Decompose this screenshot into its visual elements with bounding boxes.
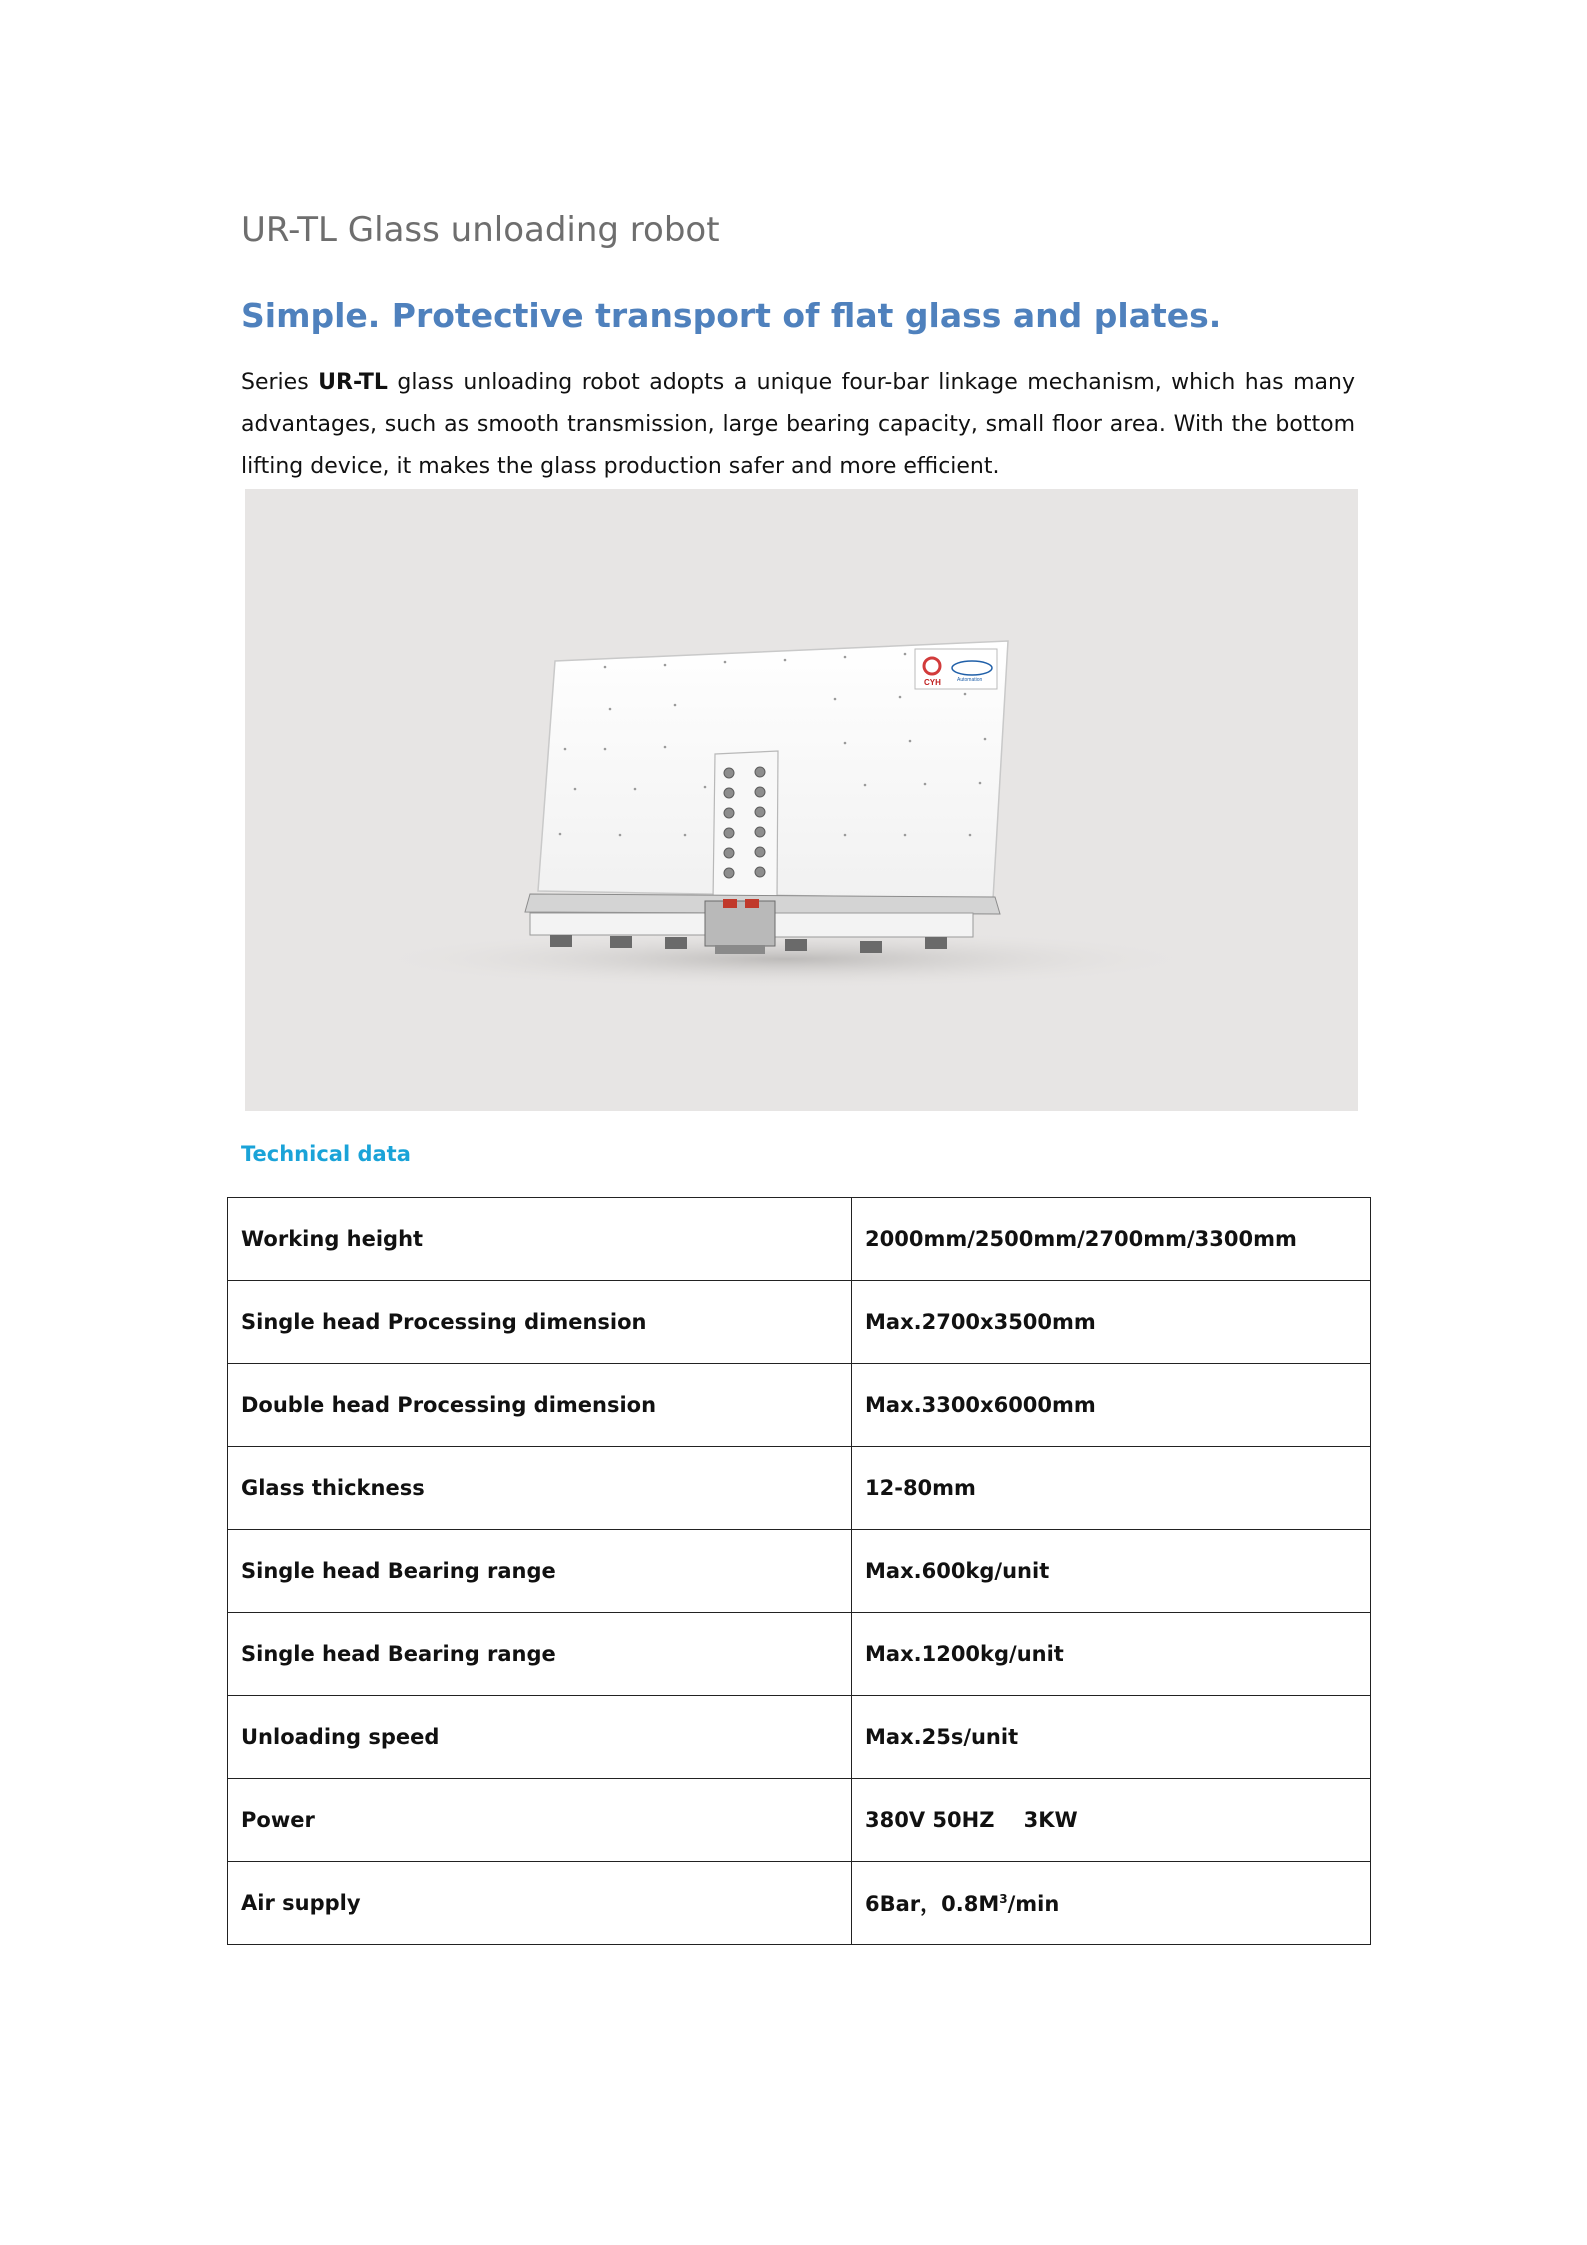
base-left xyxy=(530,913,715,935)
red-component xyxy=(723,899,737,908)
logo-badge xyxy=(952,661,992,675)
logo-text: CYH xyxy=(924,678,941,687)
technical-data-label: Technical data xyxy=(241,1142,411,1166)
page-title: UR-TL Glass unloading robot xyxy=(241,210,720,250)
floor-shadow xyxy=(365,929,1205,989)
table-row xyxy=(228,1530,1371,1613)
spec-label: Air supply xyxy=(228,1862,852,1945)
spec-label: Power xyxy=(228,1779,852,1862)
spec-label: Single head Bearing range xyxy=(228,1613,852,1696)
air-supply-sup: 3 xyxy=(999,1892,1008,1906)
robot-illustration xyxy=(245,489,1358,1111)
spec-value: Max.600kg/unit xyxy=(852,1530,1371,1613)
base-right xyxy=(763,913,973,937)
spec-value: Max.1200kg/unit xyxy=(852,1613,1371,1696)
intro-paragraph xyxy=(241,362,1355,488)
table-row xyxy=(228,1447,1371,1530)
spec-value: Max.25s/unit xyxy=(852,1696,1371,1779)
spec-table xyxy=(227,1197,1371,1945)
table-row xyxy=(228,1696,1371,1779)
air-supply-main: 6Bar，0.8M xyxy=(865,1892,1000,1916)
table-row xyxy=(228,1198,1371,1281)
spec-value xyxy=(852,1862,1371,1945)
spec-value: 12-80mm xyxy=(852,1447,1371,1530)
spec-label: Single head Bearing range xyxy=(228,1530,852,1613)
headline: Simple. Protective transport of flat glass and plates. xyxy=(241,296,1222,335)
intro-prefix: Series xyxy=(241,370,319,395)
spec-value: 380V 50HZ 3KW xyxy=(852,1779,1371,1862)
table-row xyxy=(228,1862,1371,1945)
intro-text: glass unloading robot adopts a unique four-bar linkage mechanism, which has many advantages, such as smooth transmission, large bearing capacity, small floor area. With the bottom lifting device, it makes the glass production safer and more efficient. xyxy=(241,370,1355,479)
table-row xyxy=(228,1779,1371,1862)
spec-value: Max.3300x6000mm xyxy=(852,1364,1371,1447)
product-photo xyxy=(245,489,1358,1111)
air-supply-unit: /min xyxy=(1007,1892,1060,1916)
center-mechanism xyxy=(705,901,775,946)
spec-label: Single head Processing dimension xyxy=(228,1281,852,1364)
table-row xyxy=(228,1364,1371,1447)
intro-model: UR-TL xyxy=(318,370,388,395)
suction-column xyxy=(713,751,778,901)
spec-label: Unloading speed xyxy=(228,1696,852,1779)
red-component-2 xyxy=(745,899,759,908)
spec-label: Double head Processing dimension xyxy=(228,1364,852,1447)
table-row xyxy=(228,1281,1371,1364)
spec-label: Glass thickness xyxy=(228,1447,852,1530)
spec-value: Max.2700x3500mm xyxy=(852,1281,1371,1364)
logo-badge-text: Automation xyxy=(957,677,983,683)
table-row xyxy=(228,1613,1371,1696)
spec-value: 2000mm/2500mm/2700mm/3300mm xyxy=(852,1198,1371,1281)
spec-label: Working height xyxy=(228,1198,852,1281)
